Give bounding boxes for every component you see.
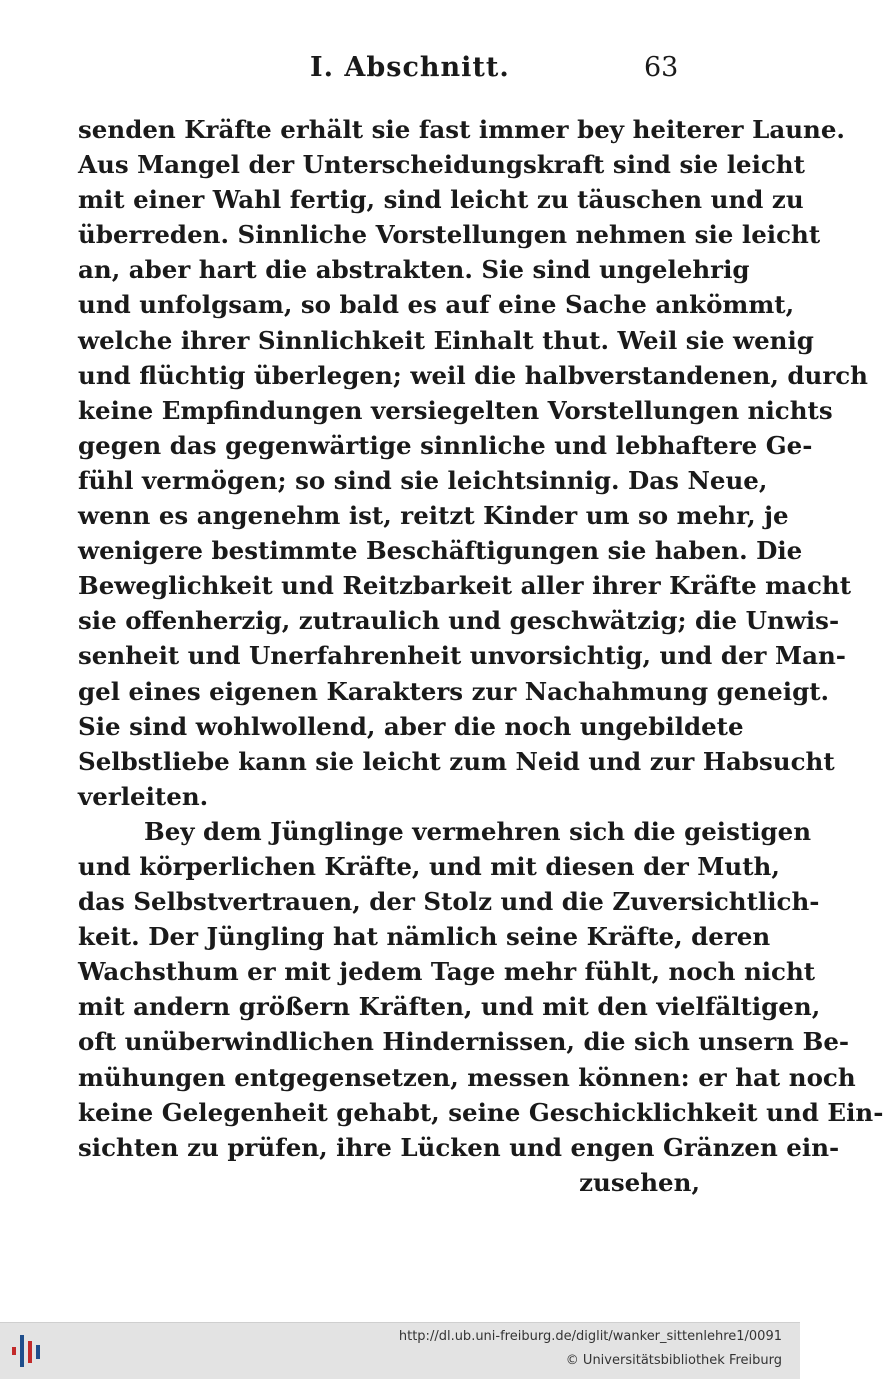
text-line: Wachsthum er mit jedem Tage mehr fühlt, noch nicht xyxy=(78,957,816,987)
paragraph-start-line: Bey dem Jünglinge vermehren sich die geistigen xyxy=(144,816,812,846)
catchword: zusehen, xyxy=(579,1167,700,1197)
page-number: 63 xyxy=(644,52,679,83)
footer-bar xyxy=(0,1322,800,1379)
text-line: Beweglichkeit und Reitzbarkeit aller ihrer Kräfte macht xyxy=(78,571,852,601)
text-line: gegen das gegenwärtige sinnliche und lebhaftere Ge- xyxy=(78,430,813,460)
body-text xyxy=(78,112,883,1200)
page-header xyxy=(0,52,800,92)
text-line: Aus Mangel der Unterscheidungskraft sind sie leicht xyxy=(78,150,805,180)
ub-freiburg-logo-icon xyxy=(12,1331,42,1371)
copyright-notice: © Universitätsbibliothek Freiburg xyxy=(565,1353,782,1368)
text-line: überreden. Sinnliche Vorstellungen nehmen sie leicht xyxy=(78,220,821,250)
text-line: mühungen entgegensetzen, messen können: er hat noch xyxy=(78,1062,856,1092)
text-line: und flüchtig überlegen; weil die halbverstandenen, durch xyxy=(78,360,868,390)
text-line: sie offenherzig, zutraulich und geschwätzig; die Unwis- xyxy=(78,606,840,636)
text-line: keit. Der Jüngling hat nämlich seine Kräfte, deren xyxy=(78,922,771,952)
text-line: oft unüberwindlichen Hindernissen, die sich unsern Be- xyxy=(78,1027,850,1057)
text-line: senden Kräfte erhält sie fast immer bey heiterer Laune. xyxy=(78,115,845,144)
text-line: mit einer Wahl fertig, sind leicht zu täuschen und zu xyxy=(78,185,804,215)
text-line: keine Empfindungen versiegelten Vorstellungen nichts xyxy=(78,395,833,425)
text-line: Sie sind wohlwollend, aber die noch ungebildete xyxy=(78,711,744,741)
text-line: an, aber hart die abstrakten. Sie sind ungelehrig xyxy=(78,255,750,285)
text-line: verleiten. xyxy=(78,781,209,811)
text-line: Selbstliebe kann sie leicht zum Neid und zur Habsucht xyxy=(78,746,835,776)
text-line: gel eines eigenen Karakters zur Nachahmung geneigt. xyxy=(78,676,830,706)
permalink-url[interactable]: http://dl.ub.uni-freiburg.de/diglit/wanker_sittenlehre1/0091 xyxy=(398,1329,782,1344)
text-line: senheit und Unerfahrenheit unvorsichtig, und der Man- xyxy=(78,641,846,671)
text-line: und körperlichen Kräfte, und mit diesen der Muth, xyxy=(78,851,780,881)
text-line: und unfolgsam, so bald es auf eine Sache ankömmt, xyxy=(78,290,795,320)
text-line: keine Gelegenheit gehabt, seine Geschicklichkeit und Ein- xyxy=(78,1097,883,1127)
text-line: das Selbstvertrauen, der Stolz und die Zuversichtlich- xyxy=(78,887,820,917)
text-line: wenigere bestimmte Beschäftigungen sie haben. Die xyxy=(78,536,803,566)
running-head: I. Abschnitt. xyxy=(310,52,510,83)
text-line: welche ihrer Sinnlichkeit Einhalt thut. Weil sie wenig xyxy=(78,325,814,355)
text-line: fühl vermögen; so sind sie leichtsinnig. Das Neue, xyxy=(78,465,768,495)
text-line: wenn es angenehm ist, reitzt Kinder um so mehr, je xyxy=(78,501,789,531)
text-line: mit andern größern Kräften, und mit den vielfältigen, xyxy=(78,992,821,1022)
text-line: sichten zu prüfen, ihre Lücken und engen Gränzen ein- xyxy=(78,1132,840,1162)
